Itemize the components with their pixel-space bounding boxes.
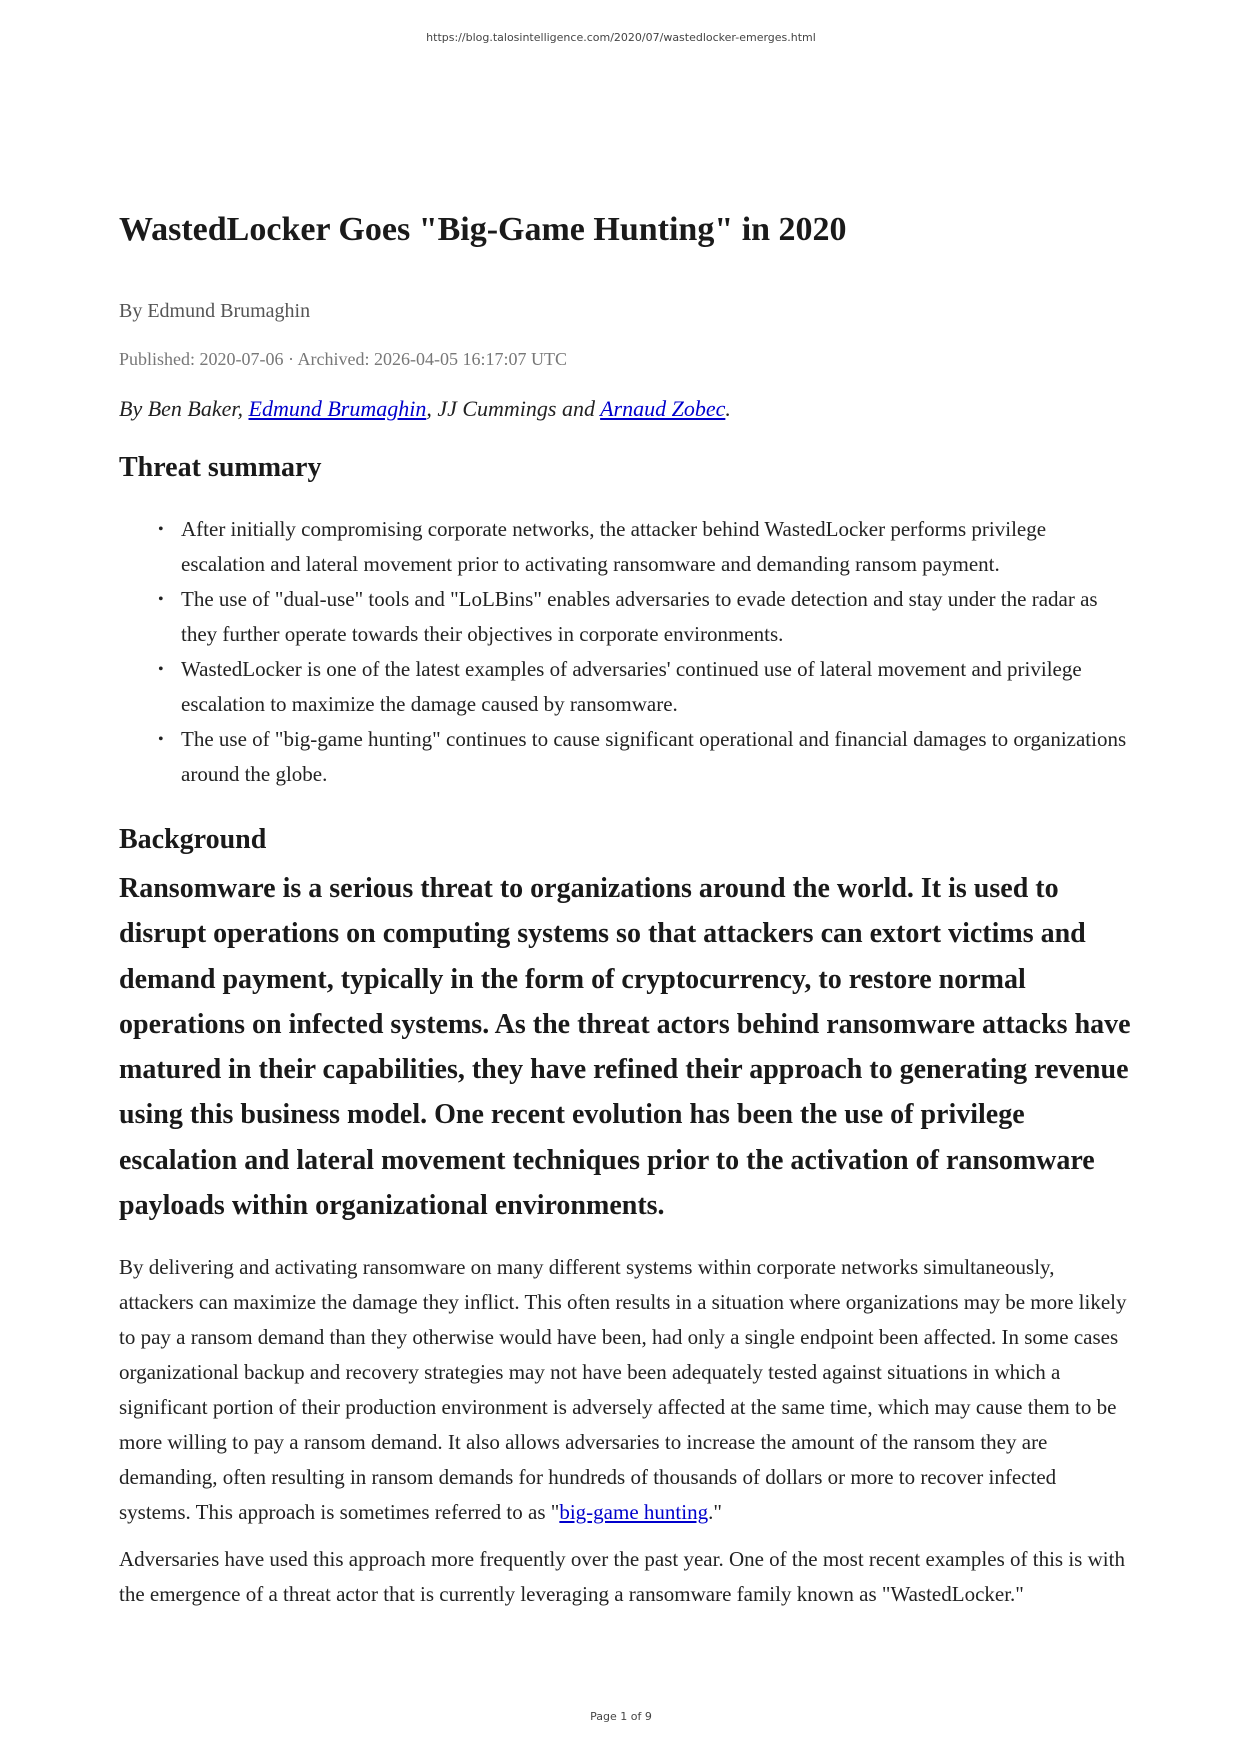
bullet-icon: • [158,521,164,538]
paragraph-suffix: ." [708,1500,722,1524]
list-item-text: WastedLocker is one of the latest examples of adversaries' continued use of lateral movement and privilege escalation to maximize the damage caused by ransomware. [181,657,1082,716]
list-item-text: The use of "dual-use" tools and "LoLBins" enables adversaries to evade detection and stay under the radar as they further operate towards their objectives in corporate environments. [181,587,1098,646]
big-game-hunting-link[interactable]: big-game hunting [559,1500,709,1524]
page-number: Page 1 of 9 [590,1710,652,1723]
article-meta: Published: 2020-07-06 · Archived: 2026-04-05 16:17:07 UTC [119,349,567,369]
bullet-icon: • [158,591,164,608]
background-heading: Background [119,824,267,855]
threat-summary-heading: Threat summary [119,452,322,483]
list-item [158,652,1131,722]
article-byline: By Edmund Brumaghin [119,300,311,322]
authors-line [119,393,731,425]
bullet-icon: • [158,731,164,748]
paragraph-text: By delivering and activating ransomware on many different systems within corporate networks simultaneously, attackers can maximize the damage they inflict. This often results in a situation where organizations may be more likely to pay a ransom demand than they otherwise would have been, had only a single endpoint been affected. In some cases organizational backup and recovery strategies may not have been adequately tested against situations in which a significant portion of their production environment is adversely affected at the same time, which may cause them to be more willing to pay a ransom demand. It also allows adversaries to increase the amount of the ransom they are demanding, often resulting in ransom demands for hundreds of thousands of dollars or more to recover infected systems. This approach is sometimes referred to as " [119,1255,1127,1524]
author-link-edmund-brumaghin[interactable]: Edmund Brumaghin [248,396,427,421]
background-paragraph-2: Adversaries have used this approach more frequently over the past year. One of the most recent examples of this is with the emergence of a threat actor that is currently leveraging a ransomware family known as "WastedLocker." [119,1547,1125,1606]
bullet-icon: • [158,661,164,678]
background-paragraph-1 [119,1250,1131,1530]
authors-suffix: . [725,396,731,421]
list-item-text: The use of "big-game hunting" continues to cause significant operational and financial damages to organizations around the globe. [181,727,1127,786]
list-item [158,582,1131,652]
author-link-arnaud-zobec[interactable]: Arnaud Zobec [600,396,726,421]
threat-summary-list [119,512,1131,792]
page-url-header: https://blog.talosintelligence.com/2020/07/wastedlocker-emerges.html [426,31,816,44]
list-item-text: After initially compromising corporate networks, the attacker behind WastedLocker performs privilege escalation and lateral movement prior to activating ransomware and demanding ransom payment. [181,517,1047,576]
authors-middle: , JJ Cummings and [426,396,601,421]
list-item [158,722,1131,792]
background-lead-paragraph: Ransomware is a serious threat to organizations around the world. It is used to disrupt operations on computing systems so that attackers can extort victims and demand payment, typically in the form of cryptocurrency, to restore normal operations on infected systems. As the threat actors behind ransomware attacks have matured in their capabilities, they have refined their approach to generating revenue using this business model. One recent evolution has been the use of privilege escalation and lateral movement techniques prior to the activation of ransomware payloads within organizational environments. [119,873,1131,1222]
article-title: WastedLocker Goes "Big-Game Hunting" in 2020 [119,211,847,248]
authors-prefix: By Ben Baker, [119,396,249,421]
list-item [158,512,1131,582]
